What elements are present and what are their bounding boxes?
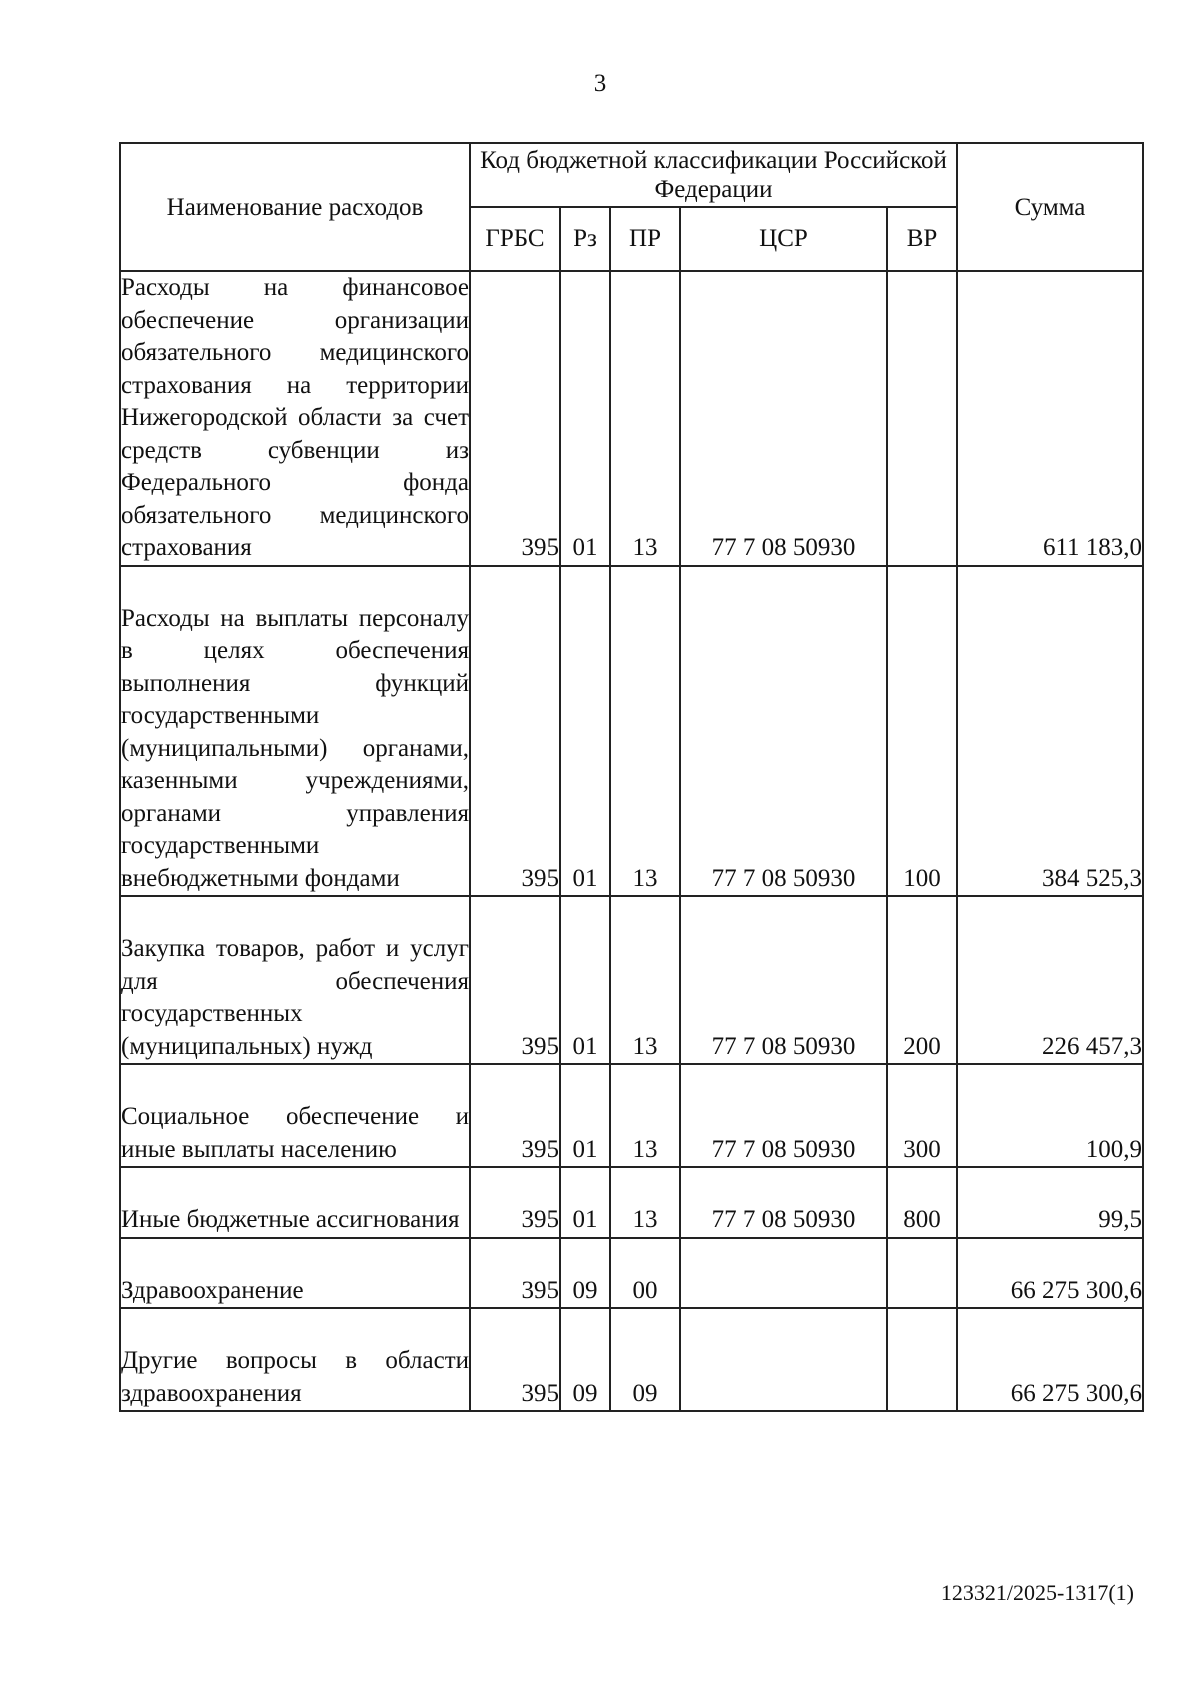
- row-sum: 611 183,0: [957, 271, 1143, 566]
- row-csr: [680, 1308, 887, 1411]
- header-code-group: Код бюджетной классификации Российской Федерации: [470, 143, 957, 207]
- document-id: 123321/2025-1317(1): [940, 1580, 1134, 1605]
- row-vr: [887, 1308, 957, 1411]
- row-name: Расходы на финансовое обеспечение организации обязательного медицинского страхования на территории Нижегородской области за счет средств субвенции из Федерального фонда обязательного медицинского страхования: [120, 271, 470, 566]
- row-csr: 77 7 08 50930: [680, 896, 887, 1064]
- row-rz: 01: [560, 1167, 610, 1238]
- row-rz: 01: [560, 271, 610, 566]
- table-row: [120, 1167, 1143, 1238]
- row-sum: 66 275 300,6: [957, 1308, 1143, 1411]
- row-pr: 13: [610, 1167, 680, 1238]
- row-csr: 77 7 08 50930: [680, 1064, 887, 1167]
- row-grbs: 395: [470, 1308, 560, 1411]
- header-vr: ВР: [887, 207, 957, 271]
- header-csr: ЦСР: [680, 207, 887, 271]
- header-rz: Рз: [560, 207, 610, 271]
- header-grbs: ГРБС: [470, 207, 560, 271]
- row-pr: 13: [610, 1064, 680, 1167]
- header-sum: Сумма: [957, 143, 1143, 271]
- row-csr: 77 7 08 50930: [680, 1167, 887, 1238]
- table-row: [120, 271, 1143, 566]
- row-pr: 13: [610, 896, 680, 1064]
- row-name: Социальное обеспечение и иные выплаты населению: [120, 1064, 470, 1167]
- row-name: Другие вопросы в области здравоохранения: [120, 1308, 470, 1411]
- row-grbs: 395: [470, 1064, 560, 1167]
- row-csr: 77 7 08 50930: [680, 271, 887, 566]
- budget-table: [119, 142, 1144, 1412]
- row-name: Здравоохранение: [120, 1238, 470, 1309]
- row-sum: 66 275 300,6: [957, 1238, 1143, 1309]
- row-csr: 77 7 08 50930: [680, 566, 887, 897]
- row-sum: 384 525,3: [957, 566, 1143, 897]
- row-name: Иные бюджетные ассигнования: [120, 1167, 470, 1238]
- header-pr: ПР: [610, 207, 680, 271]
- row-vr: [887, 271, 957, 566]
- row-grbs: 395: [470, 896, 560, 1064]
- table-row: [120, 566, 1143, 897]
- row-vr: 300: [887, 1064, 957, 1167]
- row-pr: 00: [610, 1238, 680, 1309]
- row-vr: [887, 1238, 957, 1309]
- row-grbs: 395: [470, 1167, 560, 1238]
- row-grbs: 395: [470, 566, 560, 897]
- row-sum: 99,5: [957, 1167, 1143, 1238]
- row-sum: 226 457,3: [957, 896, 1143, 1064]
- row-name: Расходы на выплаты персоналу в целях обеспечения выполнения функций государственными (муниципальными) органами, казенными учреждениями, органами управления государственными внебюджетными фондами: [120, 566, 470, 897]
- row-vr: 100: [887, 566, 957, 897]
- row-pr: 13: [610, 566, 680, 897]
- table-row: [120, 1238, 1143, 1309]
- row-grbs: 395: [470, 271, 560, 566]
- row-pr: 13: [610, 271, 680, 566]
- row-name: Закупка товаров, работ и услуг для обеспечения государственных (муниципальных) нужд: [120, 896, 470, 1064]
- table-row: [120, 1308, 1143, 1411]
- page-number: 3: [593, 70, 607, 97]
- row-rz: 01: [560, 1064, 610, 1167]
- row-rz: 09: [560, 1238, 610, 1309]
- table-row: [120, 1064, 1143, 1167]
- row-rz: 01: [560, 896, 610, 1064]
- row-pr: 09: [610, 1308, 680, 1411]
- row-rz: 09: [560, 1308, 610, 1411]
- header-name: Наименование расходов: [120, 143, 470, 271]
- row-csr: [680, 1238, 887, 1309]
- row-vr: 200: [887, 896, 957, 1064]
- row-rz: 01: [560, 566, 610, 897]
- row-vr: 800: [887, 1167, 957, 1238]
- row-grbs: 395: [470, 1238, 560, 1309]
- table-row: [120, 896, 1143, 1064]
- row-sum: 100,9: [957, 1064, 1143, 1167]
